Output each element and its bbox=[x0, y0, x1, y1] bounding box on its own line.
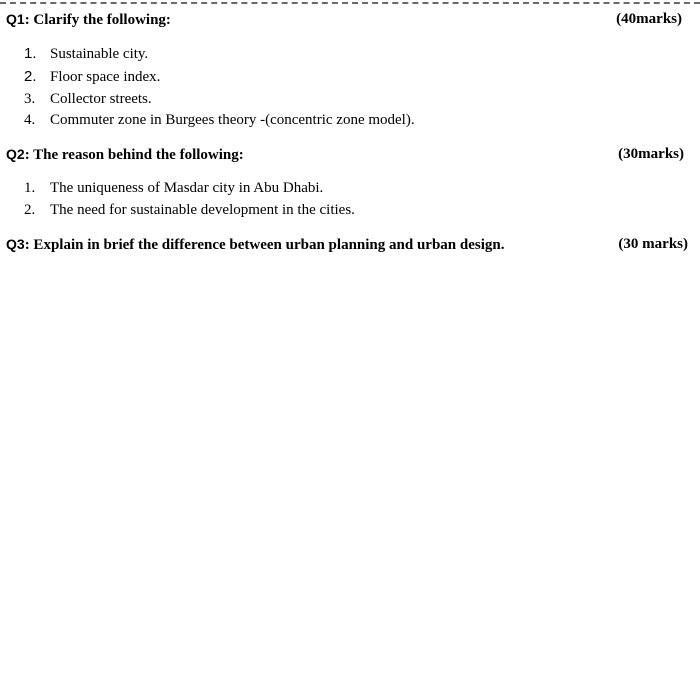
question-1-item-4 bbox=[24, 110, 415, 130]
question-3-marks: (30 marks) bbox=[618, 236, 688, 252]
item-text: Commuter zone in Burgees theory -(concentric zone model). bbox=[50, 112, 415, 128]
item-number: 1. bbox=[24, 180, 36, 196]
question-1-marks: (40marks) bbox=[616, 11, 682, 27]
item-text: Collector streets. bbox=[50, 91, 152, 107]
item-number: 2. bbox=[24, 68, 37, 85]
question-1-text: : Clarify the following: bbox=[24, 12, 171, 28]
question-3-number: Q3 bbox=[6, 236, 25, 252]
item-number: 3. bbox=[24, 91, 36, 107]
question-1-header bbox=[6, 9, 690, 29]
question-2-marks: (30marks) bbox=[618, 146, 684, 162]
question-2-number: Q2 bbox=[6, 146, 25, 162]
item-text: The need for sustainable development in the cities. bbox=[50, 202, 355, 218]
question-1-number: Q1 bbox=[6, 11, 25, 27]
question-2-header bbox=[6, 144, 690, 164]
question-1-item-1 bbox=[24, 44, 148, 64]
item-number: 2. bbox=[24, 202, 36, 218]
question-1-item-2 bbox=[24, 67, 160, 87]
question-3-header bbox=[6, 234, 690, 254]
item-number: 1. bbox=[24, 45, 37, 62]
question-2-item-1 bbox=[24, 178, 323, 198]
question-3-title bbox=[6, 234, 504, 255]
question-2-text: : The reason behind the following: bbox=[24, 147, 244, 163]
item-text: Floor space index. bbox=[50, 69, 161, 85]
question-3-text: : Explain in brief the difference between urban planning and urban design. bbox=[24, 237, 505, 253]
top-dashed-rule bbox=[0, 2, 700, 4]
question-1-item-3 bbox=[24, 89, 152, 109]
item-number: 4. bbox=[24, 112, 36, 128]
question-1-title bbox=[6, 9, 171, 30]
item-text: The uniqueness of Masdar city in Abu Dhabi. bbox=[50, 180, 324, 196]
question-2-title bbox=[6, 144, 244, 165]
question-2-item-2 bbox=[24, 200, 355, 220]
item-text: Sustainable city. bbox=[50, 46, 149, 62]
